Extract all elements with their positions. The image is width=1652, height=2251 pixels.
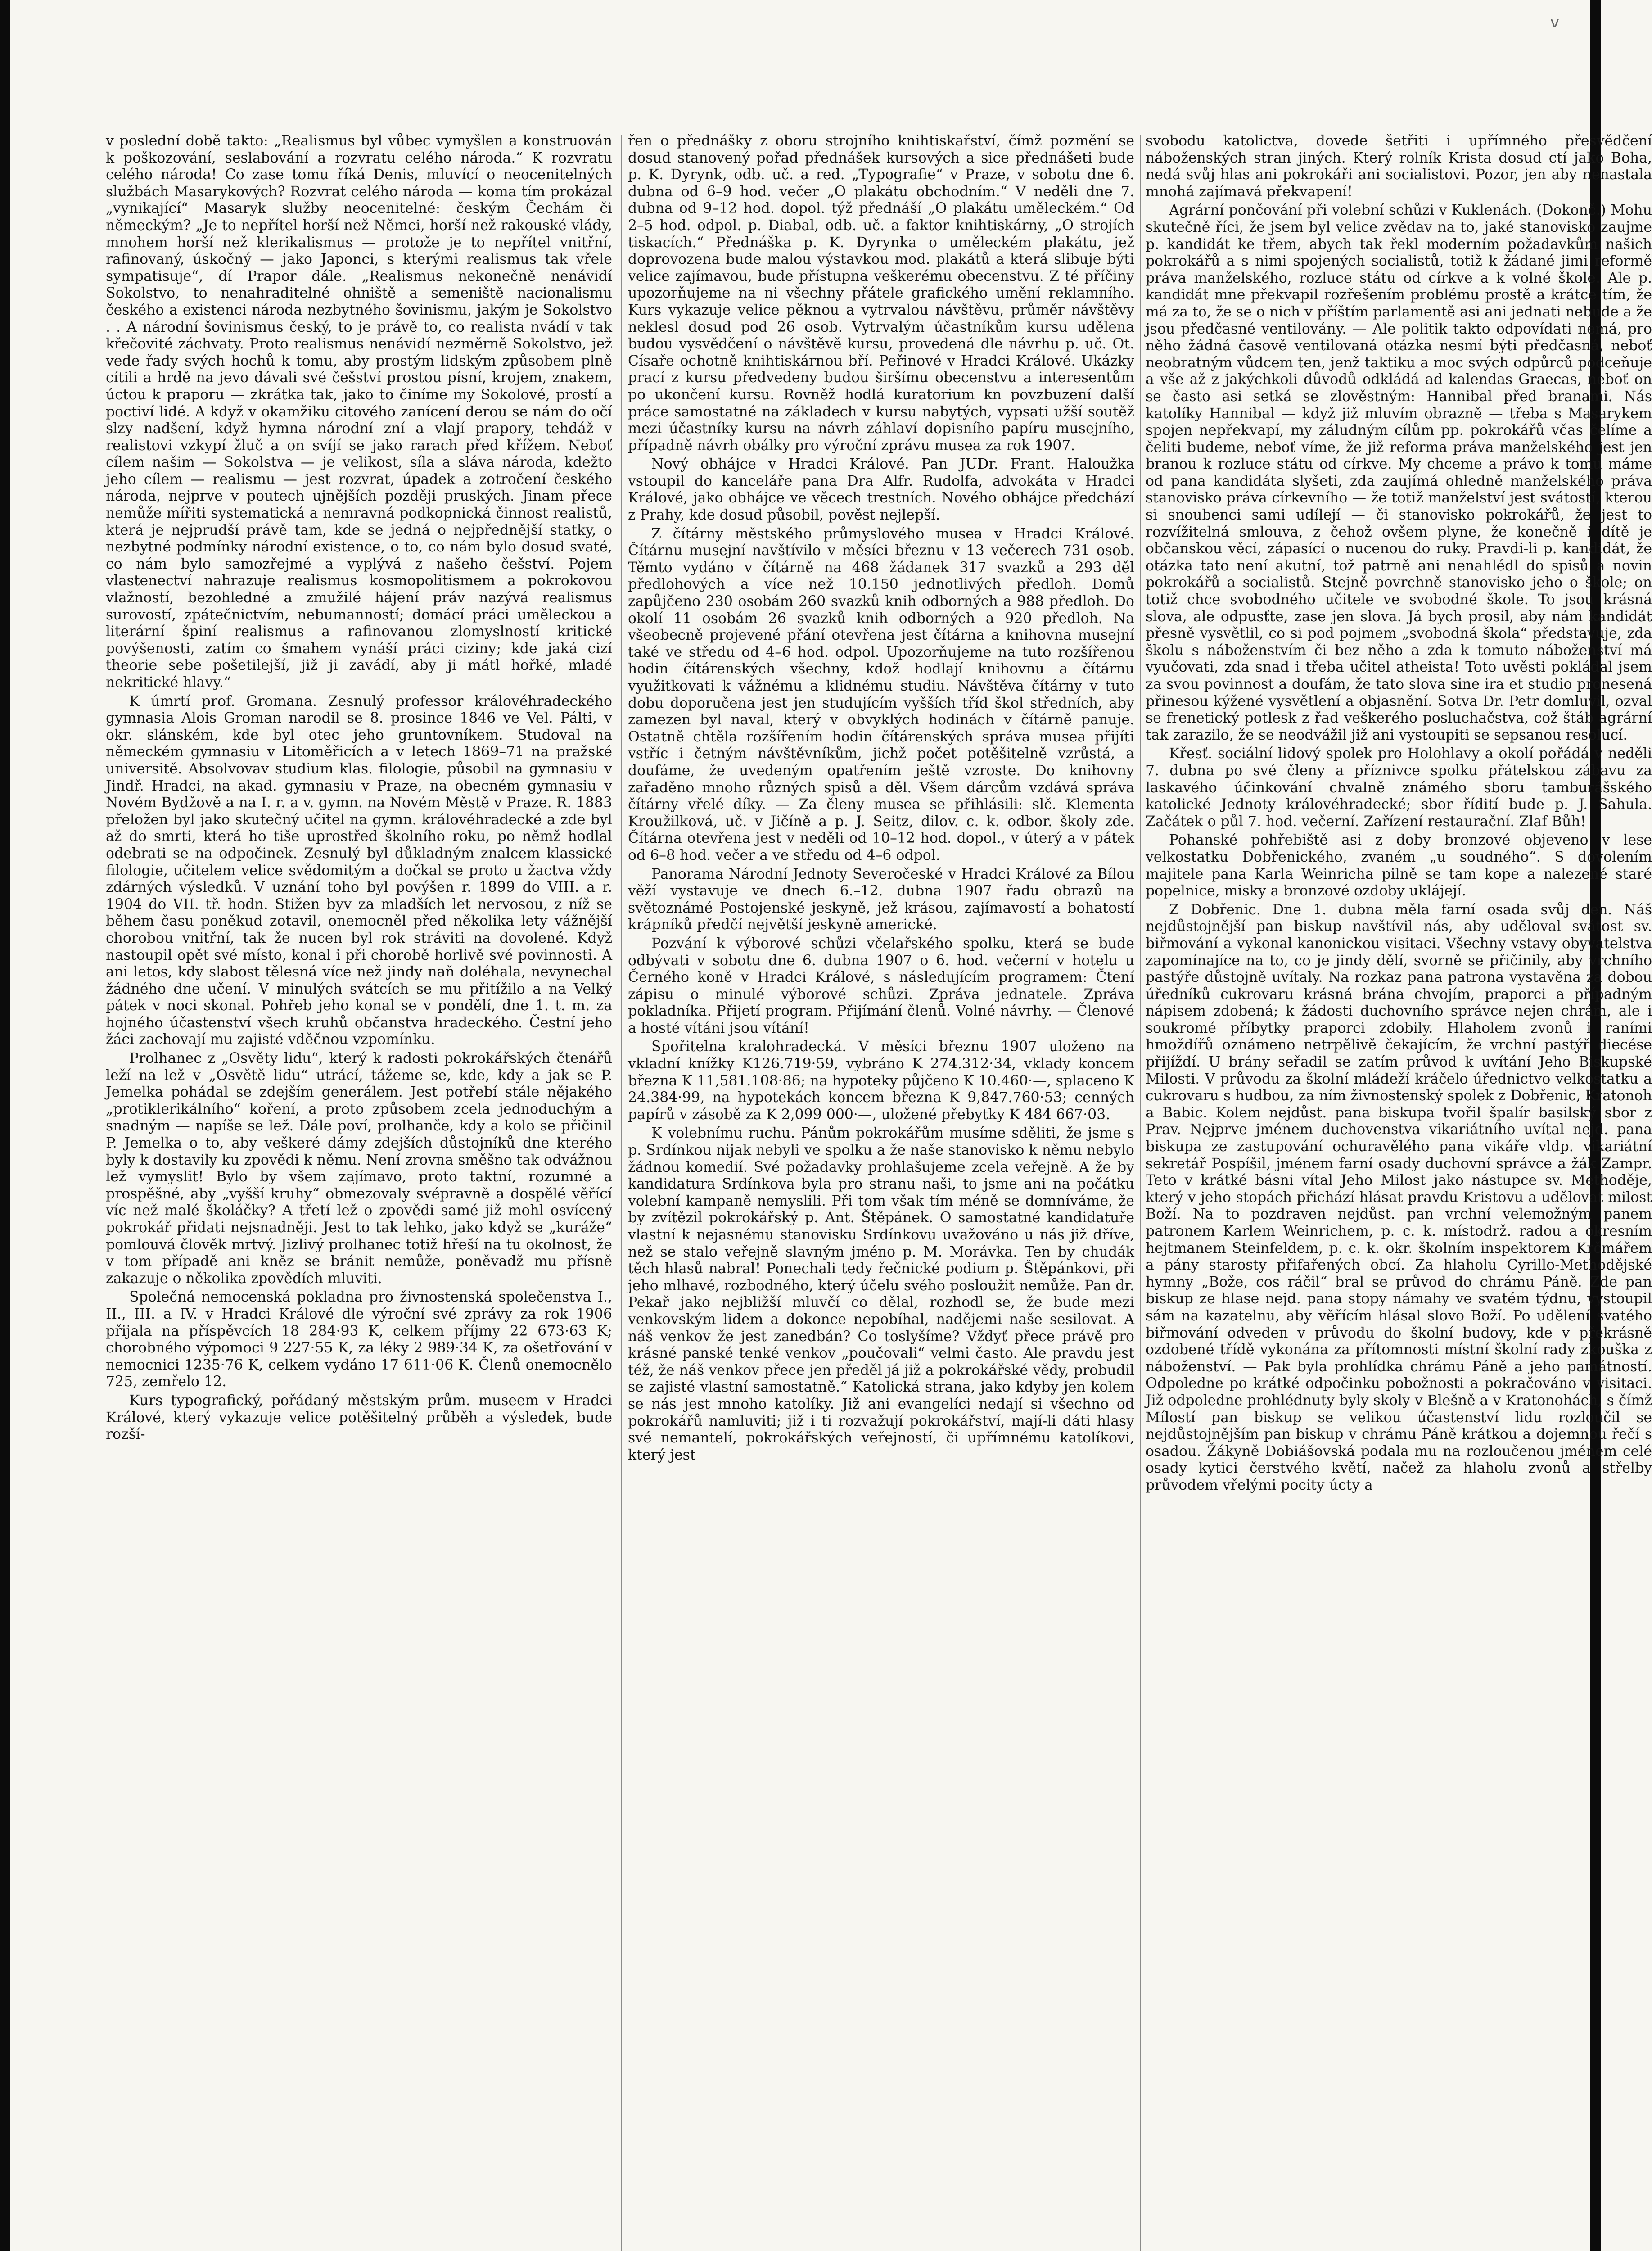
article-paragraph: Křesť. sociální lidový spolek pro Holohlavy a okolí pořádá v neděli 7. dubna po své členy a příznivce spolku přátelskou zábavu za laskavého účinkování chvalně známého sboru tamburášského katolické Jednoty královéhradecké; sbor řídití bude p. J. Sahula. Začátek o půl 7. hod. večerní. Zařízení restaurační. Zlaf Bůh! xyxy=(1146,746,1652,830)
article-paragraph: Prolhanec z „Osvěty lidu“, který k radosti pokrokářských čtenářů leží na lež v „Osvětě lidu“ utrácí, tážeme se, kde, kdy a jak se P. Jemelka pohádal se zdejším generálem. Jest potřebí stále nějakého „protiklerikálního“ koření, a proto způsobem zcela jednoduchým a snadným — napíše se lež. Dále poví, prolhanče, kdy a kolo se přičinil P. Jemelka o to, aby veškeré dámy zdejších důstojníků dne kterého byly k dostavily ku zpovědi k němu. Není zrovna směšno tak odvážnou lež vymyslit! Bylo by všem zajímavo, proto taktní, rozumné a prospěšné, aby „vyšší kruhy“ obmezovaly svépravně a dospělé věřící víc než malé školáčky? A třetí lež o zpovědi samé již mohl osvícený pokrokář přidati nejsnadněji. Jest to tak lehko, jako když se „kuráže“ pomlouvá člověk mrtvý. Jizlivý prolhanec totiž hřeší na tu okolnost, že v tom případě ani kněz se bránit nemůže, poněvadž mu přísně zakazuje o několika zpovědích mluviti. xyxy=(106,1050,612,1287)
article-paragraph: K úmrtí prof. Gromana. Zesnulý professor královéhradeckého gymnasia Alois Groman narodil se 8. prosince 1846 ve Vel. Pálti, v okr. slánském, kde byl otec jeho gruntovníkem. Studoval na německém gymnasiu v Litoměřicích a v letech 1869–71 na pražské universitě. Absolvovav studium klas. filologie, působil na gymnasiu v Jindř. Hradci, na akad. gymnasiu v Praze, na obecném gymnasiu v Novém Bydžově a na I. r. a v. gymn. na Novém Městě v Praze. R. 1883 přeložen byl jako skutečný učitel na gymn. královéhradecké a zde byl až do smrti, která ho tiše uprostřed školního roku, po němž hodlal odebrati se na odpočinek. Zesnulý byl důkladným znalcem klassické filologie, učitelem velice svědomitým a dočkal se proto u žactva vždy zdárných výsledků. V uznání toho byl povýšen r. 1899 do VIII. a r. 1904 do VII. tř. hodn. Stižen byv za mladších let nervosou, z níž se během času poněkud zotavil, onemocněl před několika lety vážnější chorobou vnitřní, tak že nucen byl rok stráviti na dovolené. Když nastoupil opět své místo, konal i při chorobě horlivě své povinnosti. A ani letos, kdy slabost tělesná více než jindy naň doléhala, nevynechal žádného dne učení. V minulých svátcích se mu přitížilo a na Velký pátek v noci skonal. Pohřeb jeho konal se v pondělí, dne 1. t. m. za hojného účastenství všech kruhů občanstva hradeckého. Čestní jeho žáci zachovají mu zajisté vděčnou vzpomínku. xyxy=(106,693,612,1048)
column-left xyxy=(106,133,612,2251)
column-divider xyxy=(1140,135,1141,2251)
article-paragraph: Společná nemocenská pokladna pro živnostenská společenstva I., II., III. a IV. v Hradci Králové dle výroční své zprávy za rok 1906 přijala na příspěvcích 18 284·93 K, celkem příjmy 22 673·63 K; chorobného výpomoci 9 227·55 K, za léky 2 989·34 K, za ošetřování v nemocnici 1235·76 K, celkem vydáno 17 611·06 K. Členů onemocnělo 725, zemřelo 12. xyxy=(106,1289,612,1390)
article-paragraph: Agrární pončování při volební schůzi v Kuklenách. (Dokonč.) Mohu skutečně říci, že jsem byl velice zvědav na to, jaké stanovisko zaujme p. kandidát ke třem, abych tak řekl moderním požadavkům našich pokrokářů a s nimi spojených socialistů, totiž k žádané jimi reformě práva manželského, rozluce státu od církve a k volné škole. Ale p. kandidát mne překvapil rozřešením problému prostě a krátce tím, že má za to, že se o nich v příštím parlamentě asi ani jednati nebude a že jsou předčasné ventilovány. — Ale politik takto odpovídati nemá, pro něho žádná časově ventilovaná otázka nesmí býti předčasná, neboť neobratným vůdcem ten, jenž taktiku a moc svých odpůrců podceňuje a vše až z jakýchkoli důvodů odkládá ad kalendas Graecas, neboť on se často asi setká se zlověstným: Hannibal před branami. Nás katolíky Hannibal — když již mluvím obrazně — třeba s Masarykem spojen nepřekvapí, my záludným cílům pp. pokrokářů včas čelíme a čeliti budeme, neboť víme, že již reforma práva manželského jest jen branou k rozluce státu od církve. My chceme a právo k tomu máme od pana kandidáta slyšeti, zda zaujímá ohledně manželského práva stanovisko práva církevního — že totiž manželství jest svátostí, kterou si snoubenci sami udílejí — či stanovisko pokrokářů, že jest to rozvížitelná smlouva, z čehož ovšem plyne, že konečně i dítě je občanskou věcí, zápasící o nucenou do ruky. Pravdi-li p. kandidát, že otázka tato není akutní, tož patrně ani nenahlédl do spisů a novin pokrokářů a socialistů. Stejně povrchně stanovisko jeho o škole; on totiž chce svobodného učitele ve svobodné škole. To jsou krásná slova, ale odpusťte, zase jen slova. Já bych prosil, aby nám kandidát přesně vysvětlil, co si pod pojmem „svobodná škola“ představuje, zda školu s náboženstvím či bez něho a zda k tomuto náboženství má vyučovati, zda snad i třeba učitel atheista! Toto uvěsti pokládal jsem za svou povinnost a doufám, že tato slova sine ira et studio pronesená přinesou kýžené vysvětlení a objasnění. Sotva Dr. Petr domluvil, ozval se frenetický potlesk z řad veškerého posluchačstva, což štáb agrární tak zarazilo, že se neodvážil již ani vystoupiti se sepsanou resolucí. xyxy=(1146,202,1652,743)
corner-mark: v xyxy=(1550,14,1559,32)
article-paragraph: v poslední době takto: „Realismus byl vůbec vymyšlen a konstruován k poškozování, seslabování a rozvratu celého národa.“ K rozvratu celého národa! Co zase tomu říká Denis, mluvící o neocenitelných službách Masarykových? Rozvrat celého národa — koma tím prokázal „vynikající“ Masaryk služby neocenitelné: českým Čechám či německým? „Je to nepřítel horší než Němci, horší než rakouské vlády, mnohem horší než klerikalismus — protože je to nepřítel vnitřní, rafinovaný, úskočný — jako Japonci, s kterými realismus tak vřele sympatisuje“, dí Prapor dále. „Realismus nekonečně nenávidí Sokolstvo, to nenahraditelné ohniště a semeniště nacionalismu českého a existenci národa nezbytného šovinismu, jakým je Sokolstvo . . A národní šovinismus český, to je právě to, co realista nvádí v tak křečovité záchvaty. Proto realismus nenávidí nezměrně Sokolstvo, jež vede řady svých hochů k tomu, aby prostým lidským způsobem plně cítili a hrdě na jevo dávali své češství prostou písní, krojem, znakem, úctou k praporu — zkrátka tak, jako to činíme my Sokolové, prostí a poctiví lidé. A když v okamžiku citového zanícení derou se nám do očí slzy nadšení, když hymna národní zní a vlají prapory, tehdáž v realistovi vzkypí žluč a on svíjí se jako rarach před křížem. Neboť cílem našim — Sokolstva — je velikost, síla a sláva národa, kdežto jeho cílem — realismu — jest rozvrat, úpadek a zotročení českého národa, nejprve v poutech ujnějších později pruských. Jinam přece nemůže mířiti systematická a nemravná podkopnická činnost realistů, která je nejprudší právě tam, kde se jedná o nejpřednější statky, o nezbytné podmínky národní existence, o to, co nám bylo dosud svaté, co nám bylo samozřejmé a vyplývá z našeho češství. Pojem vlastenectví nahrazuje realismus kosmopolitismem a pokrokovou vlažností, bezohledné a zmužilé hájení práv nazývá realismus surovostí, zpátečnictvím, nebumanností; domácí práci uměleckou a literární špiní realismus a rafinovanou zlomyslností kritické povýšenosti, zatím co šmahem vynáší práci ciziny; kde jaká cizí theorie sebe pošetilejší, již ji zavádí, aby ji mátl hořké, mladé nekritické hlavy.“ xyxy=(106,133,612,691)
article-paragraph: Z Dobřenic. Dne 1. dubna měla farní osada svůj den. Náš nejdůstojnější pan biskup navštívil nás, aby uděloval svátost sv. biřmování a vykonal kanonickou visitaci. Všechny vstavy obyvatelstva zapomínajíce na to, co je jindy dělí, svorně se přičinily, aby vrchního pastýře důstojně uvítaly. Na rozkaz pana patrona vystavěna za dobou úředníků cukrovaru krásná brána chvojím, praporci a případným nápisem zdobená; k žádosti duchovního správce nejen chrám, ale i soukromé příbytky praporci zdobily. Hlaholem zvonů i raními hmoždířů oznámeno netrpělivě čekajícím, že vrchní pastýř diecése přijíždí. U brány seřadil se zatím průvod k uvítání Jeho Biskupské Milosti. V průvodu za školní mládeží kráčelo úřednictvo velkostatku a cukrovaru s hudbou, za ním živnostenský spolek z Dobřenic, Kratonoh a Babic. Kolem nejdůst. pana biskupa tvořil špalír basilský sbor z Prav. Nejprve jménem duchovenstva vikariátního uvítal nejd. pana biskupa ze zastupování ochuravělého pana vikáře vldp. vikariátní sekretář Pospíšil, jménem farní osady duchovní správce a žák Zampr. Teto v krátké básni vítal Jeho Milost jako nástupce sv. Methoděje, který v jeho stopách přichází hlásat pravdu Kristovu a udělovat milost Boží. Na to pozdraven nejdůst. pan vrchní velemožným panem patronem Karlem Weinrichem, p. c. k. místodrž. radou a okresním hejtmanem Steinfeldem, p. c. k. okr. školním inspektorem Krčmářem a pány starosty přifařených obcí. Za hlaholu Cyrillo-Methodějské hymny „Bože, cos ráčil“ bral se průvod do chrámu Páně. Zde pan biskup ze hlase nejd. pana stopy námahy ve svatém týdnu, vystoupil sám na kazatelnu, aby věřícím hlásal slovo Boží. Po udělení svatého biřmování odveden v průvodu do školní budovy, kde v překrásně ozdobené třídě vykonána za přítomnosti místní školní rady zkouška z náboženství. — Pak byla prohlídka chrámu Páně a jeho památností. Odpoledne po krátké odpočinku pobožnosti a pokračováno v visitaci. Již odpoledne prohlédnuty byly skoly v Blešně a v Kratonohách, s čímž Mílostí pan biskup se velikou účastenství lidu rozloučil se nejdůstojnějším pan biskup v chrámu Páně krátkou a dojemnou řečí s osadou. Žákyně Dobiášovská podala mu na rozloučenou jménem celé osady kytici čerstvého květí, načež za hlaholu zvonů a střelby průvodem vřelými pocity úcty a xyxy=(1146,901,1652,1493)
column-right xyxy=(1146,133,1652,2251)
article-paragraph: Panorama Národní Jednoty Severočeské v Hradci Králové za Bílou věží vystavuje ve dnech 6.–12. dubna 1907 řadu obrazů na světoznámé Postojenské jeskyně, jež krásou, zajímavostí a bohatostí krápníků předčí největší jeskyně americké. xyxy=(628,866,1134,933)
left-scan-edge xyxy=(0,0,10,2251)
article-paragraph: K volebnímu ruchu. Pánům pokrokářům musíme sděliti, že jsme s p. Srdínkou nijak nebyli ve spolku a že naše stanovisko k němu nebylo žádnou komedií. Své požadavky prohlašujeme zcela veřejně. A že by kandidatura Srdínkova byla pro stranu naši, to jsme ani na počátku volební kampaně nemyslili. Při tom však tím méně se domníváme, že by zvítězil pokrokářský p. Ant. Štěpánek. O samostatné kandidatuře vlastní k nejasnému stanovisku Srdínkovu uvažováno u nás již dříve, než se stalo veřejně slavným jméno p. M. Morávka. Ten by chudák těch hlasů nabral! Ponechali tedy řečnické podium p. Štěpánkovi, při jeho mlhavé, rozbodného, který účelu svého posloužit nemůže. Pan dr. Pekař jako nejbližší mluvčí co dělal, rozhodl se, že bude mezi venkovským lidem a dokonce nepobíhal, nadějemi naše sesilovat. A náš venkov že jest zanedbán? Co toslyšíme? Vždyť přece právě pro krásné panské tenké venkov „poučovali“ velmi často. Ale pravdu jest též, že náš venkov přece jen předěl já již a pokrokářské vědy, probudil se zajisté vlastní samostatně.“ Katolická strana, jako kdyby jen kolem se nás jest mnoho katolíky. Již ani evangelíci nedají si všechno od pokrokářů namluviti; již i ti rozvažují pokrokářství, mají-li dáti hlasy své nemantelí, pokrokářských veřejností, či upřímnému katolíkovi, který jest xyxy=(628,1125,1134,1463)
article-paragraph: Z čítárny městského průmyslového musea v Hradci Králové. Čítárnu musejní navštívilo v měsíci březnu v 13 večerech 731 osob. Těmto vydáno v čítárně na 468 žádanek 317 svazků a 293 děl předlohových a více než 10.150 jednotlivých předloh. Domů zapůjčeno 230 osobám 260 svazků knih odborných a 988 předloh. Do okolí 11 osobám 26 svazků knih odborných a 920 předloh. Na všeobecně projevené přání otevřena jest čítárna a knihovna musejní také ve středu od 4–6 hod. odpol. Upozorňujeme na tuto rozšířenou hodin čítárenských všechny, kdož hodlají knihovnu a čítárnu využitkovati k vážnému a klidnému studiu. Návštěva čítárny v tuto dobu doporučena jest jen studujícím vyšších tříd škol středních, aby zamezen byl naval, který v obvyklých hodinách v čítárně panuje. Ostatně chtěla rozšířením hodin čítárenských správa musea přijíti vstříc i četným návštěvníkům, jichž počet potěšitelně vzrůstá, a doufáme, že uvedeným opatřením ještě vzroste. Do knihovny zařaděno mnoho různých spisů a děl. Všem dárcům vzdává správa čítárny vřelé díky. — Za členy musea se přihlásili: slč. Klementa Kroužilková, uč. v Jičíně a p. J. Seitz, dilov. c. k. odbor. školy zde. Čítárna otevřena jest v neděli od 10–12 hod. dopol., v úterý a v pátek od 6–8 hod. večer a ve středu od 4–6 odpol. xyxy=(628,525,1134,863)
article-paragraph: Nový obhájce v Hradci Králové. Pan JUDr. Frant. Haloužka vstoupil do kanceláře pana Dra Alfr. Rudolfa, advokáta v Hradci Králové, jako obhájce ve věcech trestních. Nového obhájce předchází z Prahy, kde dosud působil, pověst nejlepší. xyxy=(628,456,1134,524)
article-paragraph: Kurs typografický, pořádaný městským prům. museem v Hradci Králové, který vykazuje velice potěšitelný průběh a výsledek, bude rozší- xyxy=(106,1392,612,1443)
article-paragraph: Spořitelna kralohradecká. V měsíci březnu 1907 uloženo na vkladní knížky K126.719·59, vybráno K 274.312·34, vklady koncem března K 11,581.108·86; na hypoteky půjčeno K 10.460·—, splaceno K 24.384·99, na hypotekách koncem března K 9,847.760·53; cenných papírů v zásobě za K 2,099 000·—, uložené přebytky K 484 667·03. xyxy=(628,1039,1134,1123)
article-paragraph: řen o přednášky z oboru strojního knihtiskařství, čímž pozmění se dosud stanovený pořad přednášek kursových a sice přednášeti bude p. K. Dyrynk, odb. uč. a red. „Typografie“ v Praze, v sobotu dne 6. dubna od 6–9 hod. večer „O plakátu obchodním.“ V neděli dne 7. dubna od 9–12 hod. dopol. týž přednáší „O plakátu uměleckém.“ Od 2–5 hod. odpol. p. Diabal, odb. uč. a faktor knihtiskárny, „O strojích tiskacích.“ Přednáška p. K. Dyrynka o uměleckém plakátu, jež doprovozena bude malou výstavkou mod. plakátů a která slibuje býti velice zajímavou, bude přístupna veškerému obecenstvu. Z té příčiny upozorňujeme na ni všechny přátele grafického umění reklamního. Kurs vykazuje velice pěknou a vytrvalou návštěvu, průměr návštěvy neklesl dosud pod 26 osob. Vytrvalým účastníkům kursu udělena budou vysvědčení o návštěvě kursu, provedená dle návrhu p. uč. Ot. Císaře ochotně knihtiskárnou bří. Peřinové v Hradci Králové. Ukázky prací z kursu předvedeny budou širšímu obecenstvu a interesentům po ukončení kursu. Rovněž hodlá kuratorium kn povzbuzení další práce samostatné na základech v kursu nabytých, vypsati užší soutěž mezi účastníky kursu na návrh záhlaví dopisního papíru musejního, případně návrh obálky pro výroční zprávu musea za rok 1907. xyxy=(628,133,1134,454)
article-paragraph: svobodu katolictva, dovede šetřiti i upřímného přesvědčení náboženských stran jiných. Který rolník Krista dosud ctí jako Boha, nedá svůj hlas ani pokrokáři ani socialistovi. Pozor, jen aby nenastala mnohá zajímavá překvapení! xyxy=(1146,133,1652,200)
article-paragraph: Pozvání k výborové schůzi včelařského spolku, která se bude odbývati v sobotu dne 6. dubna 1907 o 6. hod. večerní v hotelu u Černého koně v Hradci Králové, s následujícím programem: Čtení zápisu o minulé výborové schůzi. Zpráva jednatele. Zpráva pokladníka. Přijetí program. Přijímání členů. Volné návrhy. — Členové a hosté vítáni jsou vítání! xyxy=(628,935,1134,1036)
article-paragraph: Pohanské pohřebiště asi z doby bronzové objeveno v lese velkostatku Dobřenického, zvaném „u soudného“. S dovolením majitele pana Karla Weinricha pilně se tam kope a nalezené staré popelnice, misky a bronzové ozdoby uklájejí. xyxy=(1146,832,1652,899)
column-divider xyxy=(621,135,622,2251)
column-middle xyxy=(628,133,1134,2251)
